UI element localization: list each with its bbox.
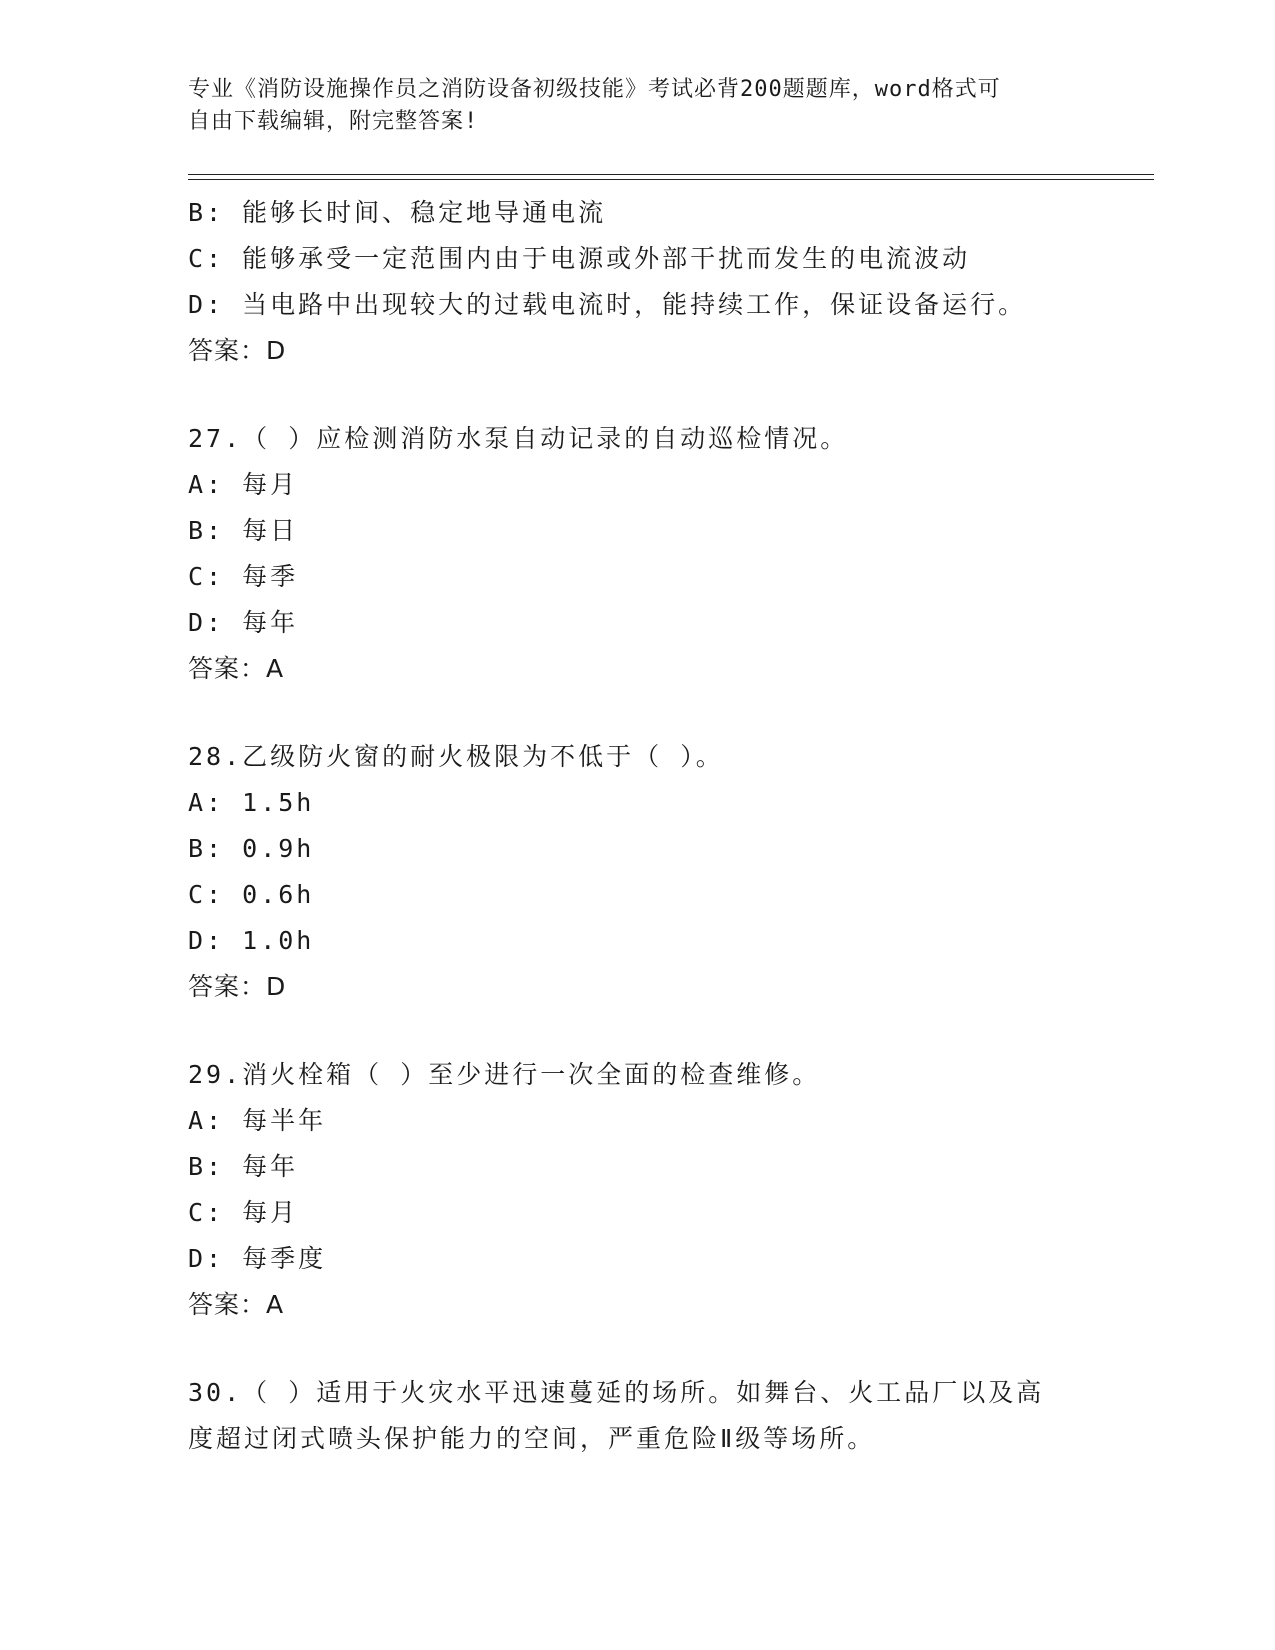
option-c: C: 每季 (188, 562, 299, 591)
header-divider-bottom (188, 179, 1154, 180)
option-c: C: 每月 (188, 1198, 299, 1227)
option-a: A: 每月 (188, 470, 299, 499)
option-b: B: 每年 (188, 1152, 299, 1181)
question-text: 27.（ ）应检测消防水泵自动记录的自动巡检情况。 (188, 424, 849, 453)
question-text-line-1: 30.（ ）适用于火灾水平迅速蔓延的场所。如舞台、火工品厂以及高 (188, 1378, 1045, 1407)
question-29 (188, 1052, 1108, 1328)
option-d: D: 当电路中出现较大的过载电流时，能持续工作，保证设备运行。 (188, 290, 1027, 319)
answer-line: 答案：A (188, 1290, 285, 1319)
question-30 (188, 1370, 1108, 1462)
question-text: 28.乙级防火窗的耐火极限为不低于（ ）。 (188, 742, 724, 771)
question-26-continued (188, 190, 1108, 374)
question-text: 29.消火栓箱（ ）至少进行一次全面的检查维修。 (188, 1060, 821, 1089)
option-c: C: 0.6h (188, 880, 315, 909)
option-a: A: 每半年 (188, 1106, 327, 1135)
header-divider-top (188, 174, 1154, 175)
option-d: D: 每年 (188, 608, 299, 637)
question-28 (188, 734, 1108, 1010)
question-27 (188, 416, 1108, 692)
document-header (188, 74, 1088, 138)
option-d: D: 1.0h (188, 926, 315, 955)
header-line-1: 专业《消防设施操作员之消防设备初级技能》考试必背200题题库，word格式可 (188, 77, 1001, 102)
option-c: C: 能够承受一定范围内由于电源或外部干扰而发生的电流波动 (188, 244, 971, 273)
option-d: D: 每季度 (188, 1244, 327, 1273)
question-text-line-2: 度超过闭式喷头保护能力的空间，严重危险Ⅱ级等场所。 (188, 1424, 876, 1453)
header-line-2: 自由下载编辑，附完整答案! (188, 109, 479, 134)
answer-line: 答案：D (188, 336, 287, 365)
question-content (188, 190, 1108, 1462)
option-b: B: 能够长时间、稳定地导通电流 (188, 198, 607, 227)
option-a: A: 1.5h (188, 788, 315, 817)
answer-line: 答案：D (188, 972, 287, 1001)
answer-line: 答案：A (188, 654, 285, 683)
option-b: B: 0.9h (188, 834, 315, 863)
option-b: B: 每日 (188, 516, 299, 545)
